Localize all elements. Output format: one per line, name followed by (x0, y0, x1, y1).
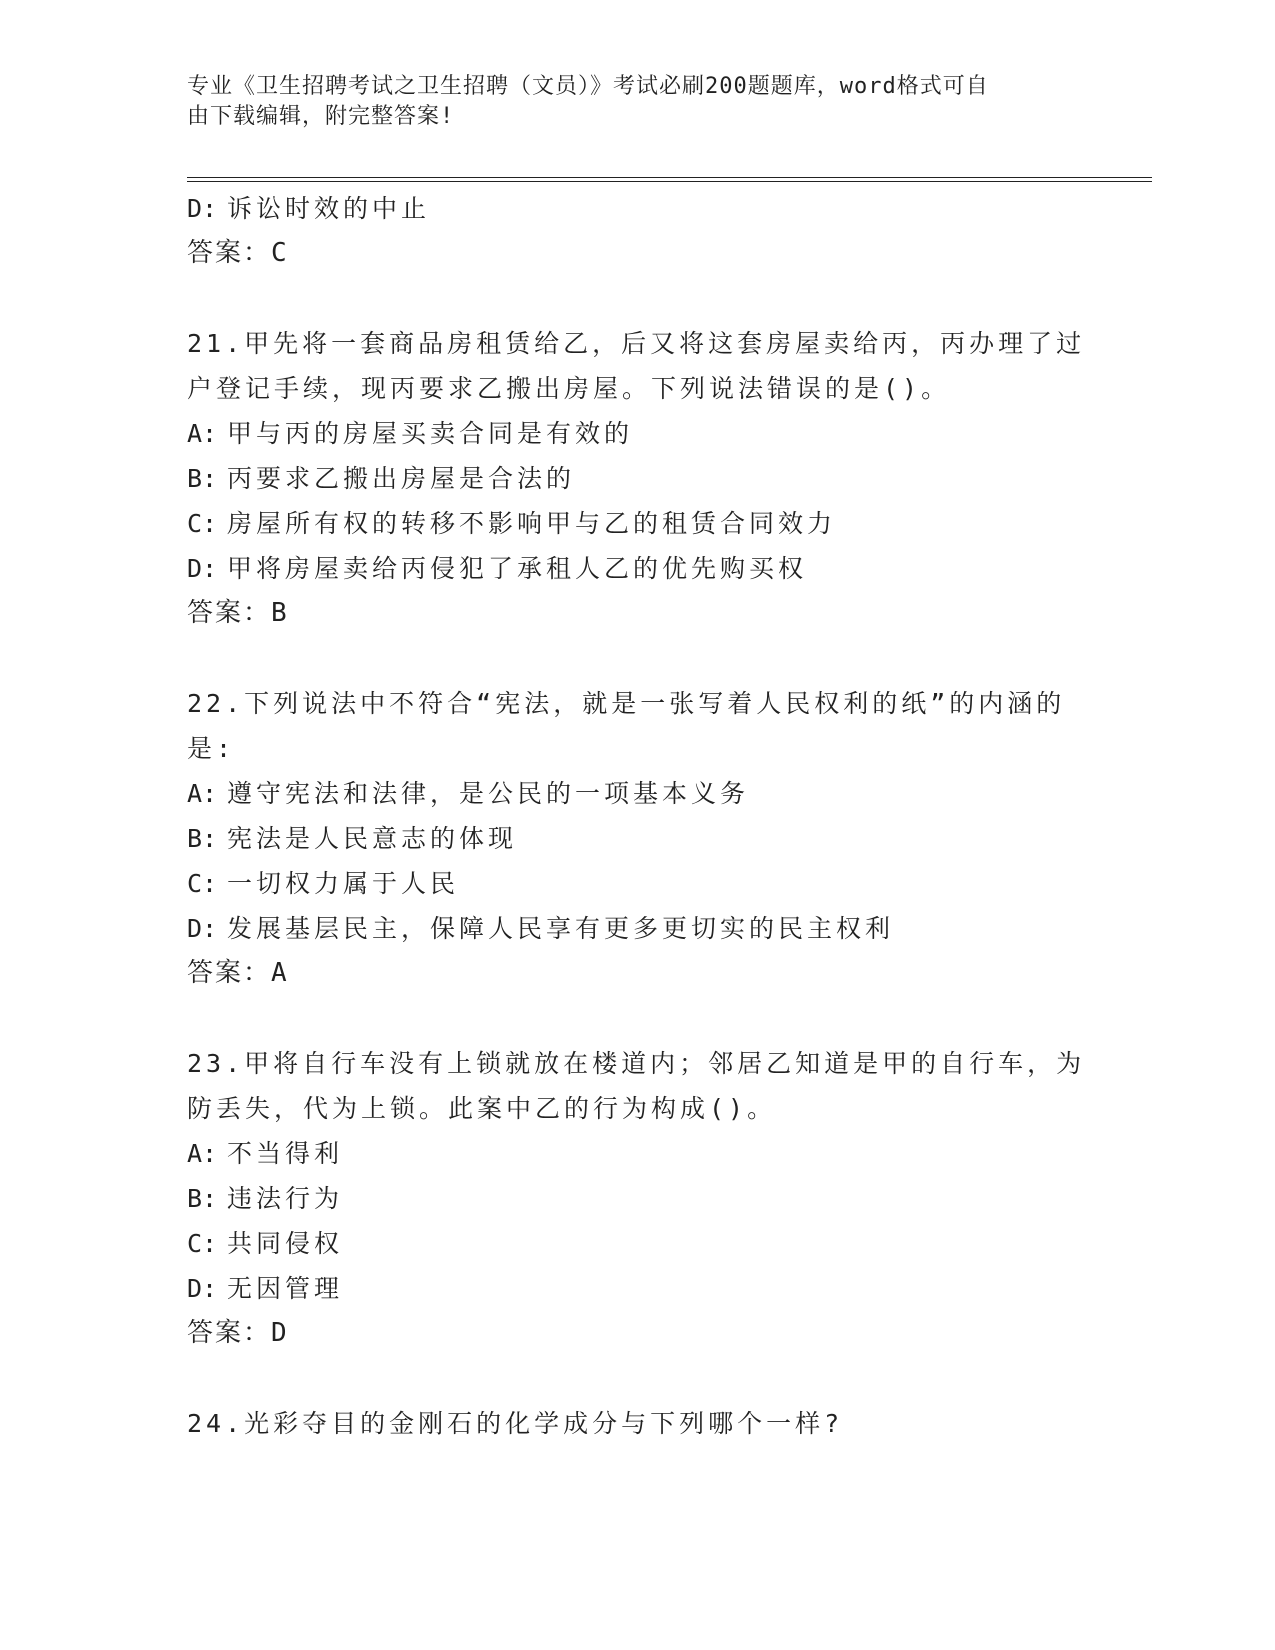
option-d (187, 546, 1087, 591)
question-gap (187, 636, 1087, 681)
question-stem: 防丢失，代为上锁。此案中乙的行为构成()。 (187, 1094, 777, 1123)
option-label: A: (187, 1139, 218, 1168)
option-c (187, 501, 1087, 546)
option-c (187, 861, 1087, 906)
option-label: A: (187, 419, 218, 448)
option-text: 违法行为 (227, 1184, 344, 1213)
option-text: 共同侵权 (227, 1229, 344, 1258)
option-text: 诉讼时效的中止 (227, 194, 431, 223)
question-24 (187, 1401, 1087, 1446)
option-label: D: (187, 554, 218, 583)
option-text: 发展基层民主，保障人民享有更多更切实的民主权利 (227, 914, 895, 943)
option-a (187, 771, 1087, 816)
option-c (187, 1221, 1087, 1266)
option-text: 宪法是人民意志的体现 (227, 824, 518, 853)
option-d (187, 906, 1087, 951)
question-stem: 是: (187, 734, 236, 763)
option-b (187, 456, 1087, 501)
document-header (187, 72, 1087, 132)
header-divider (187, 177, 1152, 182)
header-title-line-2: 由下载编辑，附完整答案! (187, 104, 455, 129)
option-label: B: (187, 824, 218, 853)
option-label: D: (187, 914, 218, 943)
option-a (187, 1131, 1087, 1176)
option-label: C: (187, 509, 218, 538)
answer-value: C (271, 238, 289, 268)
option-text: 一切权力属于人民 (227, 869, 460, 898)
question-stem: 24.光彩夺目的金刚石的化学成分与下列哪个一样? (187, 1409, 844, 1438)
answer (187, 951, 1087, 996)
question-gap (187, 276, 1087, 321)
option-text: 遵守宪法和法律，是公民的一项基本义务 (227, 779, 750, 808)
option-text: 丙要求乙搬出房屋是合法的 (227, 464, 576, 493)
option-text: 甲将房屋卖给丙侵犯了承租人乙的优先购买权 (227, 554, 808, 583)
option-label: D: (187, 194, 218, 223)
option-label: A: (187, 779, 218, 808)
option-text: 无因管理 (227, 1274, 344, 1303)
option-d (187, 1266, 1087, 1311)
question-22 (187, 681, 1087, 996)
option-b (187, 1176, 1087, 1221)
answer-label: 答案： (187, 598, 272, 628)
option-label: B: (187, 464, 218, 493)
question-23 (187, 1041, 1087, 1356)
option-text: 房屋所有权的转移不影响甲与乙的租赁合同效力 (227, 509, 837, 538)
question-gap (187, 996, 1087, 1041)
option-a (187, 411, 1087, 456)
question-stem: 23.甲将自行车没有上锁就放在楼道内；邻居乙知道是甲的自行车，为 (187, 1049, 1086, 1078)
option-label: B: (187, 1184, 218, 1213)
answer-label: 答案： (187, 1318, 272, 1348)
option-text: 不当得利 (227, 1139, 344, 1168)
answer-continued (187, 231, 1087, 276)
option-d-continued (187, 186, 1087, 231)
option-label: D: (187, 1274, 218, 1303)
question-stem: 户登记手续，现丙要求乙搬出房屋。下列说法错误的是()。 (187, 374, 951, 403)
option-label: C: (187, 1229, 218, 1258)
answer (187, 591, 1087, 636)
answer-value: B (271, 598, 289, 628)
answer-value: A (271, 958, 289, 988)
option-b (187, 816, 1087, 861)
question-content (187, 186, 1087, 1446)
option-text: 甲与丙的房屋买卖合同是有效的 (227, 419, 634, 448)
question-21 (187, 321, 1087, 636)
question-stem: 21.甲先将一套商品房租赁给乙，后又将这套房屋卖给丙，丙办理了过 (187, 329, 1086, 358)
question-gap (187, 1356, 1087, 1401)
answer (187, 1311, 1087, 1356)
header-title-line-1: 专业《卫生招聘考试之卫生招聘（文员）》考试必刷200题题库，word格式可自 (187, 74, 989, 99)
answer-label: 答案： (187, 238, 272, 268)
answer-label: 答案： (187, 958, 272, 988)
answer-value: D (271, 1318, 289, 1348)
option-label: C: (187, 869, 218, 898)
question-stem: 22.下列说法中不符合“宪法，就是一张写着人民权利的纸”的内涵的 (187, 689, 1066, 718)
